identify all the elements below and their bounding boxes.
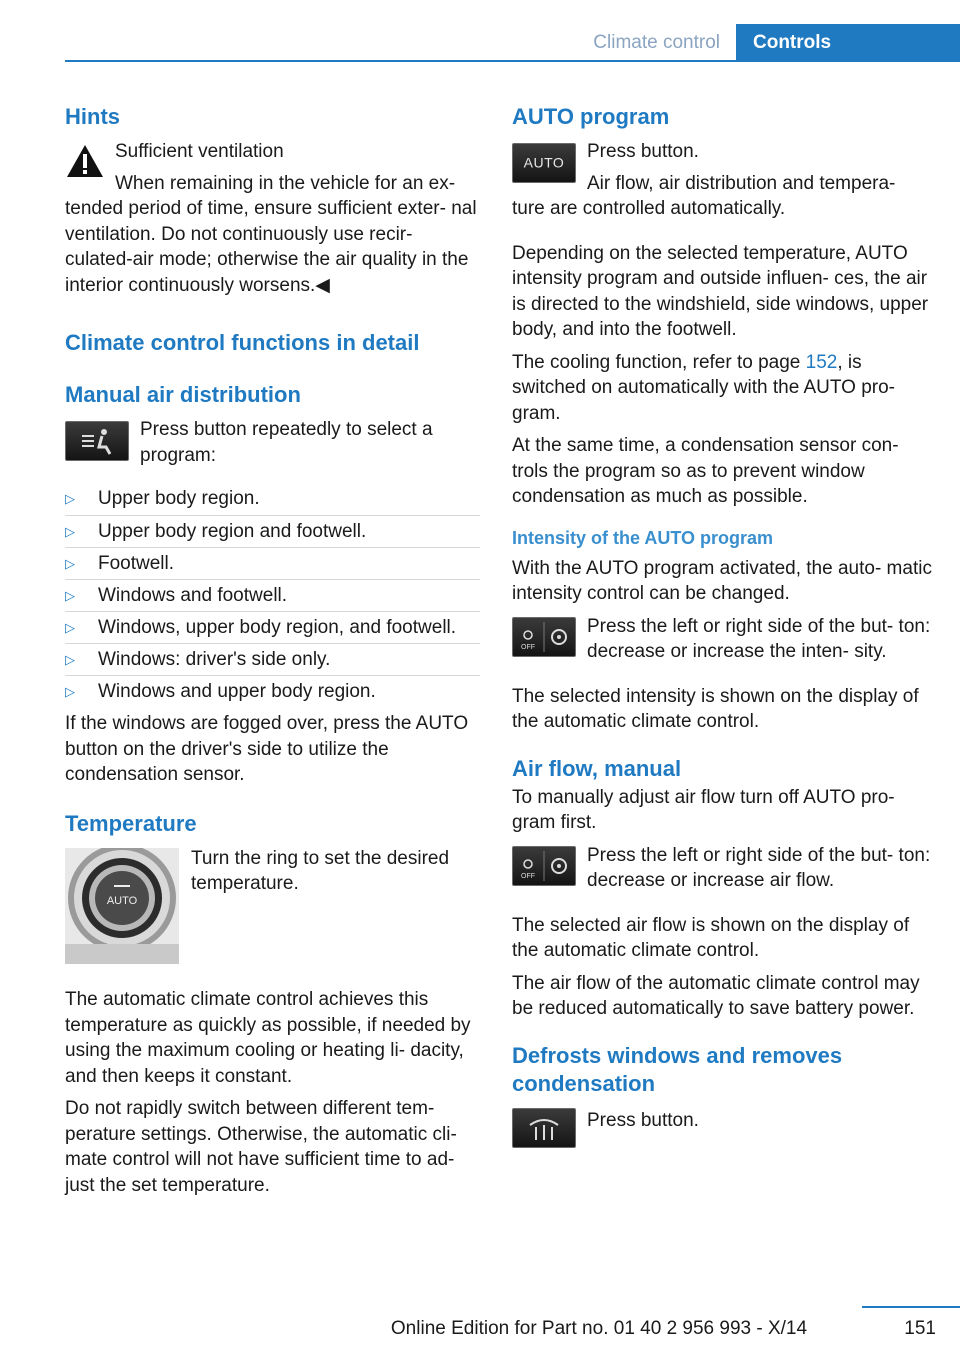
air-distribution-button-icon	[65, 421, 129, 461]
warning-text: When remaining in the vehicle for an ex- tended period of time, ensure sufficient exter- nal ventilation. Do not continuously use recir- culated-air mode; otherwise the air quality in the interior continuously worsens.◀	[65, 172, 477, 296]
defrost-heading: Defrosts windows and removes condensation	[512, 1042, 843, 1096]
right-column	[512, 100, 932, 1157]
footer-rule	[862, 1306, 960, 1308]
manual-distribution-heading: Manual air distribution	[65, 382, 301, 407]
left-column	[65, 100, 480, 1205]
header-rule	[65, 60, 960, 62]
auto-paragraph-2: The cooling function, refer to page 152, is switched on automatically with the AUTO pro- gram.	[512, 351, 895, 424]
list-item: ▷ Footwell.	[65, 547, 480, 579]
list-item: ▷ Upper body region and footwell.	[65, 515, 480, 547]
temperature-block	[65, 846, 480, 974]
list-item: ▷ Windows, upper body region, and footwell.	[65, 611, 480, 643]
warning-block	[65, 139, 480, 305]
svg-text:AUTO: AUTO	[106, 894, 138, 907]
triangle-bullet-icon: ▷	[65, 524, 75, 539]
air-flow-icon-text: Press the left or right side of the but- ton: decrease or increase air flow.	[587, 844, 931, 891]
manual-distribution-text: Press button repeatedly to select a program:	[140, 419, 433, 466]
air-flow-button-icon	[512, 846, 576, 886]
defrost-block	[512, 1108, 932, 1158]
header-chapter-tab: Controls	[736, 24, 960, 62]
manual-distribution-block	[65, 417, 480, 475]
warning-triangle-icon	[65, 143, 105, 179]
triangle-bullet-icon: ▷	[65, 620, 75, 635]
list-item: ▷ Windows and upper body region.	[65, 675, 480, 707]
triangle-bullet-icon: ▷	[65, 556, 75, 571]
header-section-title: Climate control	[593, 32, 720, 53]
fogged-windows-text: If the windows are fogged over, press the AUTO button on the driver's side to utilize the condensation sensor.	[65, 713, 469, 785]
list-item: ▷ Windows and footwell.	[65, 579, 480, 611]
air-flow-paragraph-1: To manually adjust air flow turn off AUTO pro- gram first.	[512, 786, 895, 833]
auto-program-text-1: Press button.	[587, 141, 699, 162]
triangle-bullet-icon: ▷	[65, 684, 75, 699]
auto-button-icon: AUTO	[512, 143, 576, 183]
auto-paragraph-1: Depending on the selected temperature, AUTO intensity program and outside influen- ces, the air is directed to the windshield, side windows, upper body, and into the footwell.	[512, 242, 929, 340]
temperature-heading: Temperature	[65, 810, 197, 836]
footer-edition-text: Online Edition for Part no. 01 40 2 956 993 - X/14	[390, 1318, 808, 1339]
triangle-bullet-icon: ▷	[65, 588, 75, 603]
list-item: ▷ Windows: driver's side only.	[65, 643, 480, 675]
auto-program-text-2: Air flow, air distribution and tempera- ture are controlled automatically.	[512, 172, 896, 219]
temperature-paragraph-1: The automatic climate control achieves this temperature as quickly as possible, if needed by using the maximum cooling or heating li- dacity, and then keeps it constant.	[65, 989, 471, 1087]
intensity-paragraph-2: The selected intensity is shown on the display of the automatic climate control.	[512, 685, 919, 732]
air-flow-paragraph-3: The air flow of the automatic climate control may be reduced automatically to save battery power.	[512, 972, 920, 1019]
defrost-text: Press button.	[587, 1109, 699, 1131]
warning-title: Sufficient ventilation	[115, 141, 284, 162]
triangle-bullet-icon: ▷	[65, 491, 75, 506]
air-flow-paragraph-2: The selected air flow is shown on the display of the automatic climate control.	[512, 914, 910, 961]
temperature-paragraph-2: Do not rapidly switch between different tem- perature settings. Otherwise, the automatic cli- mate control will not have sufficient time to ad- just the set temperature.	[65, 1098, 457, 1196]
auto-program-block	[512, 139, 932, 229]
triangle-bullet-icon: ▷	[65, 652, 75, 667]
air-flow-block	[512, 843, 932, 901]
hints-heading: Hints	[65, 104, 120, 129]
temperature-ring-icon	[65, 848, 179, 964]
intensity-heading: Intensity of the AUTO program	[512, 527, 774, 548]
intensity-paragraph-1: With the AUTO program activated, the auto- matic intensity control can be changed.	[512, 557, 932, 604]
intensity-block	[512, 614, 932, 672]
auto-program-heading: AUTO program	[512, 104, 670, 129]
svg-text:OFF: OFF	[521, 872, 535, 880]
page-number: 151	[904, 1318, 936, 1339]
list-item: ▷ Upper body region.	[65, 483, 480, 515]
auto-paragraph-3: At the same time, a condensation sensor con- trols the program so as to prevent window condensation as much as possible.	[512, 435, 899, 507]
intensity-icon-text: Press the left or right side of the but- ton: decrease or increase the inten- sity.	[587, 615, 931, 662]
air-flow-heading: Air flow, manual	[512, 755, 682, 781]
manual-distribution-list	[65, 483, 480, 707]
intensity-button-icon	[512, 617, 576, 657]
svg-text:OFF: OFF	[521, 643, 535, 651]
temperature-text: Turn the ring to set the desired temperature.	[191, 847, 450, 894]
defrost-button-icon	[512, 1108, 576, 1148]
page-link-152[interactable]: 152	[805, 351, 838, 373]
functions-heading: Climate control functions in detail	[65, 330, 420, 355]
